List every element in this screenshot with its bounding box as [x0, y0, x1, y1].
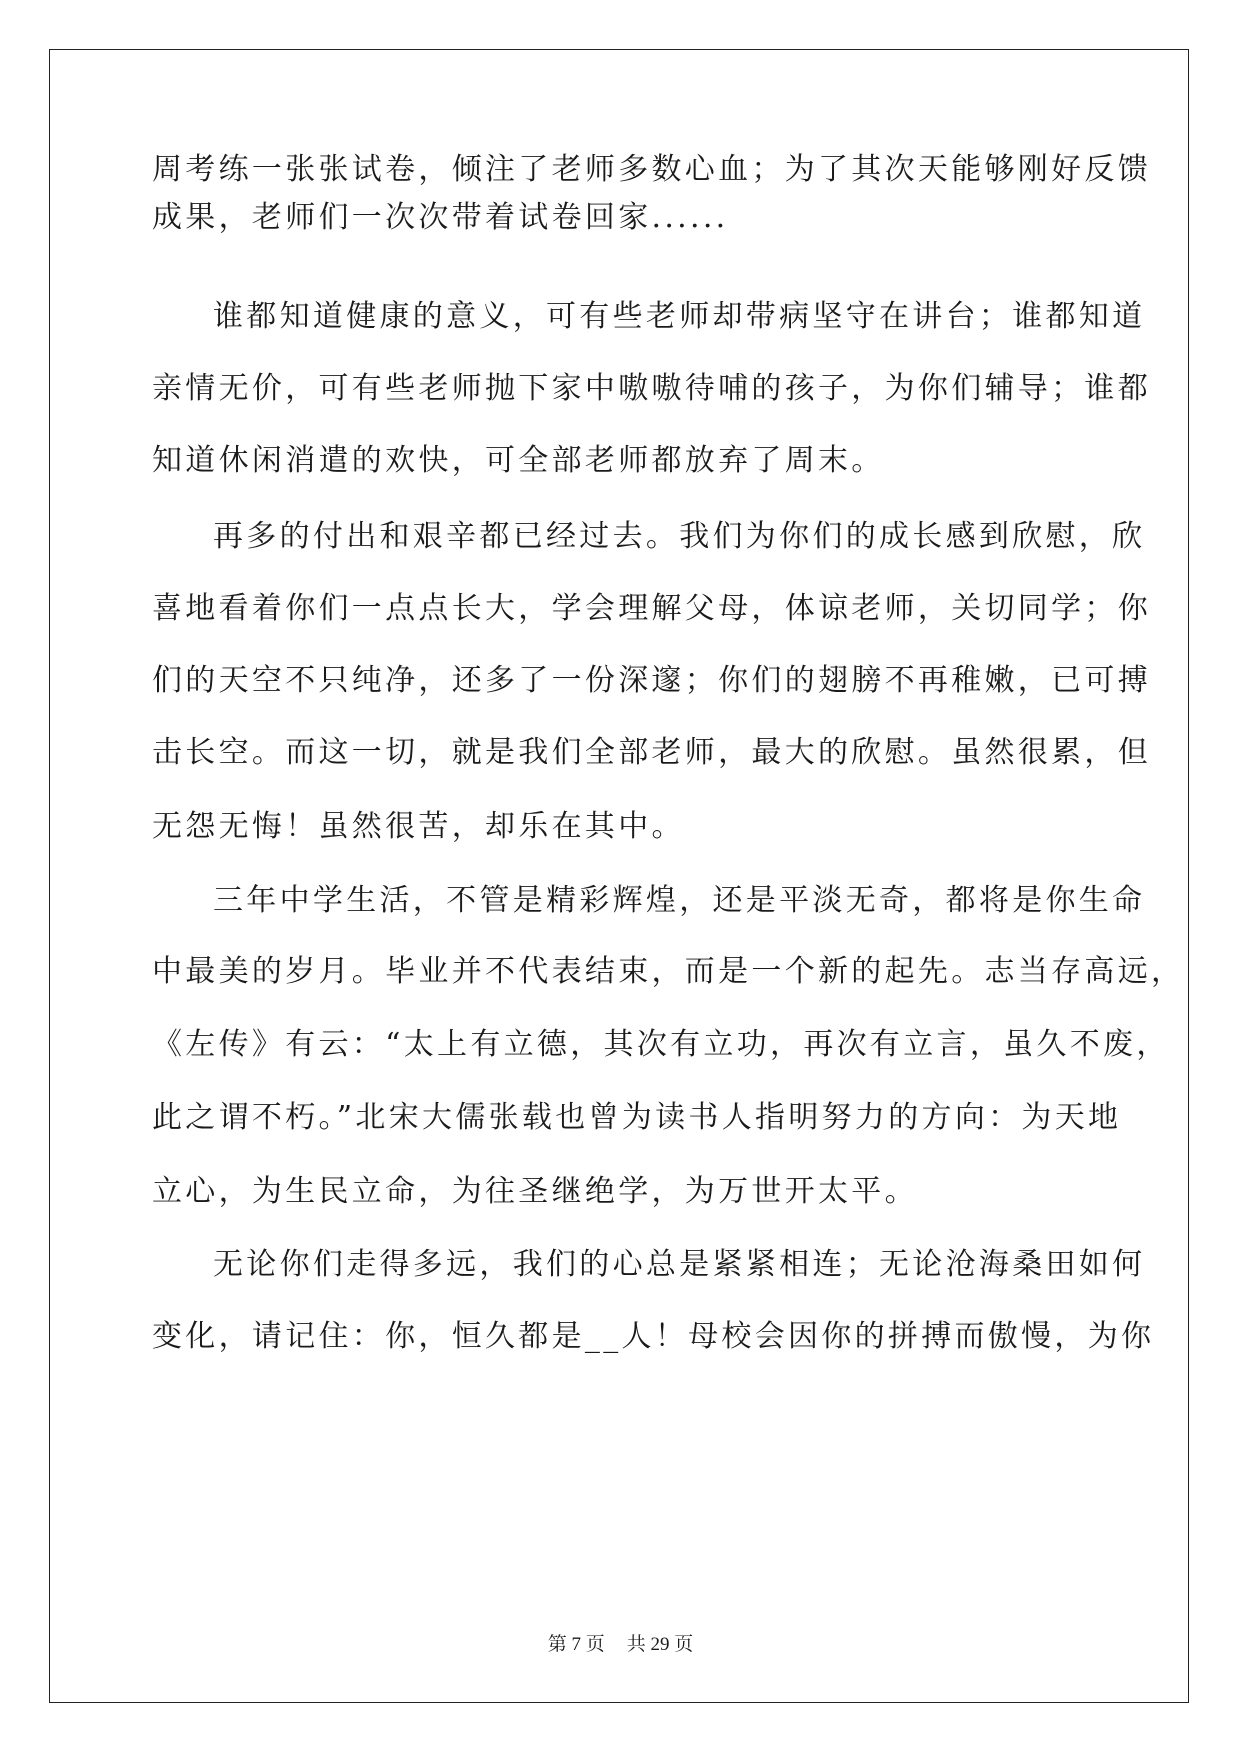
text-line: 们的天空不只纯净，还多了一份深邃；你们的翅膀不再稚嫩，已可搏	[152, 663, 1151, 698]
text-line: 击长空。而这一切，就是我们全部老师，最大的欣慰。虽然很累，但	[152, 735, 1151, 770]
text-line: 知道休闲消遣的欢快，可全部老师都放弃了周末。	[152, 443, 885, 478]
page-total: 共 29 页	[626, 1634, 694, 1655]
text-line: 三年中学生活，不管是精彩辉煌，还是平淡无奇，都将是你生命	[213, 883, 1146, 918]
text-line: 喜地看着你们一点点长大，学会理解父母，体谅老师，关切同学；你	[152, 591, 1151, 626]
text-line: 变化，请记住：你，恒久都是__人！母校会因你的拼搏而傲慢，为你	[152, 1319, 1155, 1354]
text-line: 无怨无悔！虽然很苦，却乐在其中。	[152, 809, 685, 844]
text-line: 中最美的岁月。毕业并不代表结束，而是一个新的起先。志当存高远，	[152, 954, 1185, 989]
text-line: 立心，为生民立命，为往圣继绝学，为万世开太平。	[152, 1174, 918, 1209]
text-line: 此之谓不朽。”北宋大儒张载也曾为读书人指明努力的方向：为天地	[152, 1100, 1122, 1135]
text-line: 亲情无价，可有些老师抛下家中嗷嗷待哺的孩子，为你们辅导；谁都	[152, 371, 1151, 406]
text-line: 周考练一张张试卷，倾注了老师多数心血；为了其次天能够刚好反馈	[152, 152, 1151, 187]
text-line: 无论你们走得多远，我们的心总是紧紧相连；无论沧海桑田如何	[213, 1247, 1146, 1282]
text-line: 《左传》有云：“太上有立德，其次有立功，再次有立言，虽久不废，	[152, 1027, 1170, 1062]
page-number: 第 7 页	[547, 1634, 605, 1655]
page-footer	[0, 1633, 1241, 1657]
text-line: 谁都知道健康的意义，可有些老师却带病坚守在讲台；谁都知道	[213, 299, 1146, 334]
text-line: 成果，老师们一次次带着试卷回家......	[152, 200, 729, 235]
text-line: 再多的付出和艰辛都已经过去。我们为你们的成长感到欣慰，欣	[213, 519, 1146, 554]
